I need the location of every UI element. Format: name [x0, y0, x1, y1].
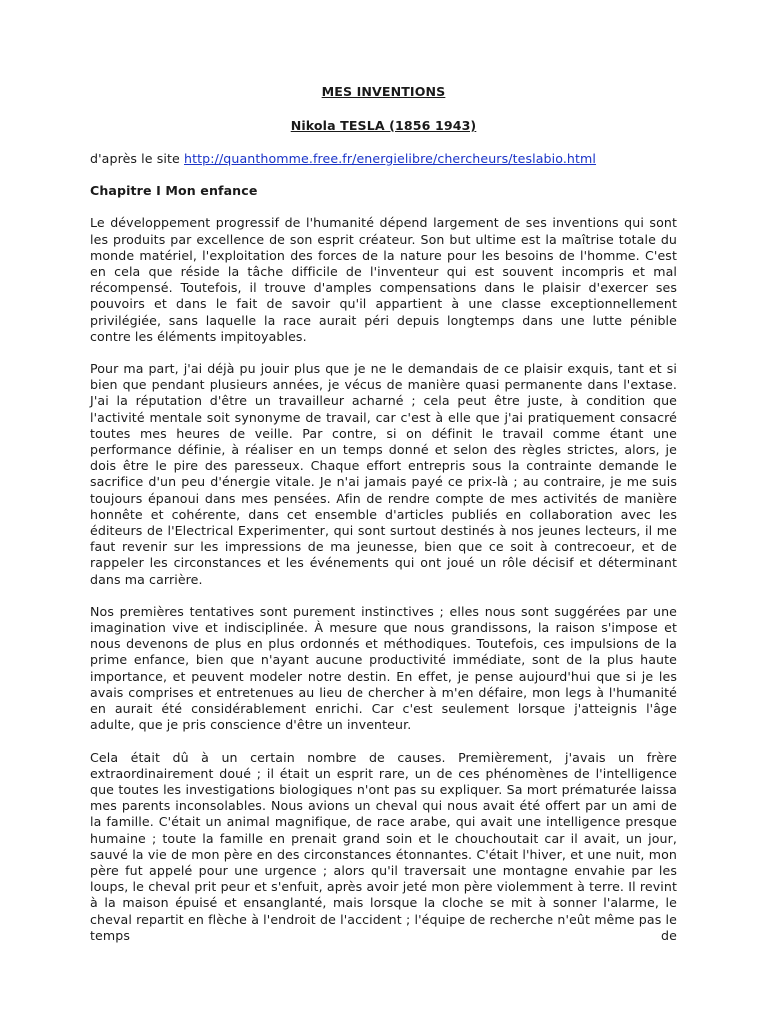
source-prefix: d'après le site: [90, 151, 180, 166]
chapter-heading: Chapitre I Mon enfance: [90, 183, 258, 199]
paragraph-3: Nos premières tentatives sont purement instinctives ; elles nous sont suggérées par une imagination vive et indisciplinée. À mesure que nous grandissons, la raison s'impose et nous devenons de plus en plus ordonnés et méthodiques. Toutefois, ces impulsions de la prime enfance, bien que n'ayant aucune productivité immédiate, sont de la plus haute importance, et peuvent modeler notre destin. En effet, je pense aujourd'hui que si je les avais comprises et entretenues au lieu de chercher à m'en défaire, mon legs à l'humanité en aurait été considérablement enrichi. Car c'est seulement lorsque j'atteignis l'âge adulte, que je pris conscience d'être un inventeur.: [90, 603, 677, 733]
paragraph-1: Le développement progressif de l'humanité dépend largement de ses inventions qui sont les produits par excellence de son esprit créateur. Son but ultime est la maîtrise totale du monde matériel, l'exploitation des forces de la nature pour les besoins de l'homme. C'est en cela que réside la tâche difficile de l'inventeur qui est souvent incompris et mal récompensé. Toutefois, il trouve d'amples compensations dans le plaisir d'exercer ses pouvoirs et dans le fait de savoir qu'il appartient à une classe exceptionnellement privilégiée, sans laquelle la race aurait péri depuis longtemps dans une lutte pénible contre les éléments impitoyables.: [90, 215, 677, 344]
document-author: Nikola TESLA (1856 1943): [290, 118, 477, 133]
source-link[interactable]: http://quanthomme.free.fr/energielibre/chercheurs/teslabio.html: [184, 151, 597, 166]
source-line: [90, 151, 677, 167]
document-title: MES INVENTIONS: [321, 84, 446, 99]
paragraph-2: Pour ma part, j'ai déjà pu jouir plus que je ne le demandais de ce plaisir exquis, tant et si bien que pendant plusieurs années, je vécus de manière quasi permanente dans l'extase. J'ai la réputation d'être un travailleur acharné ; cela peut être juste, à condition que l'activité mentale soit synonyme de travail, car c'est à elle que j'ai pratiquement consacré toutes mes heures de veille. Par contre, si on définit le travail comme étant une performance définie, à réaliser en un temps donné et selon des règles strictes, alors, je dois être le pire des paresseux. Chaque effort entrepris sous la contrainte demande le sacrifice d'un peu d'énergie vitale. Je n'ai jamais payé ce prix-là ; au contraire, je me suis toujours épanoui dans mes pensées. Afin de rendre compte de mes activités de manière honnête et cohérente, dans cet ensemble d'articles publiés en collaboration avec les éditeurs de l'Electrical Experimenter, qui sont surtout destinés à nos jeunes lecteurs, il me faut revenir sur les impressions de ma jeunesse, bien que ce soit à contrecoeur, et de rappeler les circonstances et les événements qui ont joué un rôle décisif et déterminant dans ma carrière.: [90, 361, 677, 587]
paragraph-4: Cela était dû à un certain nombre de causes. Premièrement, j'avais un frère extraordinairement doué ; il était un esprit rare, un de ces phénomènes de l'intelligence que toutes les investigations biologiques n'ont pas su expliquer. Sa mort prématurée laissa mes parents inconsolables. Nous avions un cheval qui nous avait été offert par un ami de la famille. C'était un animal magnifique, de race arabe, qui avait une intelligence presque humaine ; toute la famille en prenait grand soin et le chouchoutait car il avait, un jour, sauvé la vie de mon père en des circonstances étonnantes. C'était l'hiver, et une nuit, mon père fut appelé pour une urgence ; alors qu'il traversait une montagne envahie par les loups, le cheval prit peur et s'enfuit, après avoir jeté mon père violemment à terre. Il revint à la maison épuisé et ensanglanté, mais lorsque la cloche se mit à sonner l'alarme, le cheval repartit en flèche à l'endroit de l'accident ; l'équipe de recherche n'eût même pas le temps de: [90, 749, 677, 943]
document-page: [90, 84, 677, 943]
